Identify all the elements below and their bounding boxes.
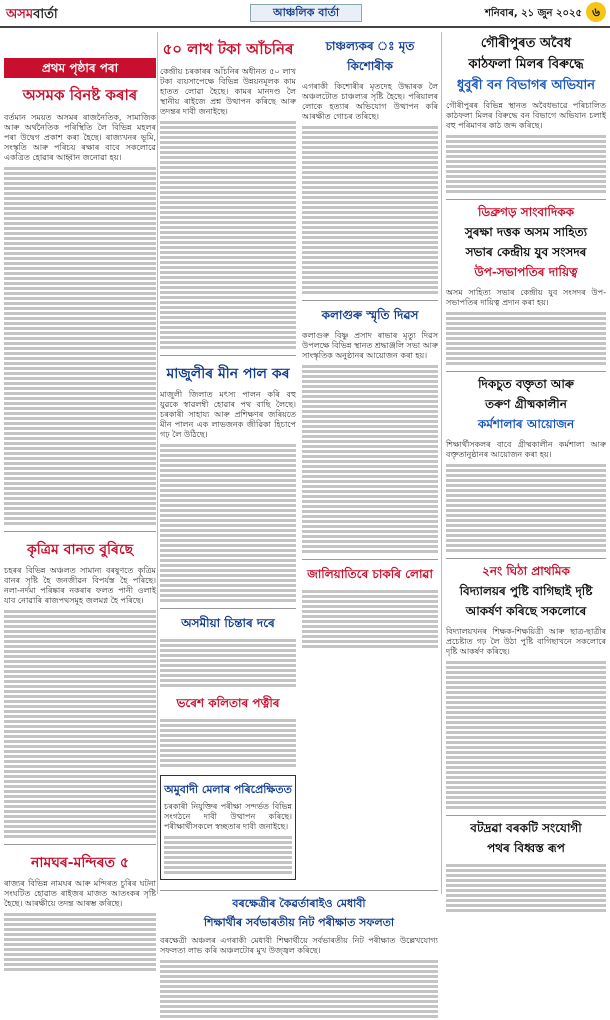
column-divider [157,32,158,894]
divider [160,608,296,609]
headline: শিক্ষাৰ্থীৰ সৰ্বভাৰতীয় নিট পৰীক্ষাত সফলতা [203,916,395,929]
headline: কলাগুৰু স্মৃতি দিৱস [321,308,419,322]
headline: বৰক্ষেত্ৰীৰ কৈৱৰ্তাৰাইও মেধাবী [232,897,366,910]
headline: মাজুলীৰ মীন পাল কৰ [166,366,290,382]
headline: আকৰ্ষণ কৰিছে সকলোৰে [465,604,587,618]
column-middle [160,32,438,955]
logo-part-b: বাৰ্তা [33,7,58,22]
divider [446,199,606,200]
headline: বটদ্ৰৱা বৰকটি সংযোগী [470,821,582,835]
divider [4,844,156,845]
article-text-block [446,864,606,914]
headline: তৰুণ গ্ৰীষ্মকালীন [485,397,567,411]
divider [446,815,606,816]
article-body: মাজুলী জিলাত মৎস্য পালন কৰি বহু যুৱকে স্বাৱলম্বী হোৱাৰ পথ বাছি লৈছে। চৰকাৰী সাহায্য আৰু প্ৰশিক্ষণৰ জৰিয়তে মীন পালন এক লাভজনক জীৱিকা হিচাপে গঢ় লৈ উঠিছে। [160,390,296,439]
article-body: বিদ্যালয়খনৰ শিক্ষক-শিক্ষয়িত্ৰী আৰু ছাত্ৰ-ছাত্ৰীৰ প্ৰচেষ্টাত গঢ় লৈ উঠা পুষ্টি বাগিছাখনে সকলোৰে দৃষ্টি আকৰ্ষণ কৰিছে। [446,627,606,656]
headline: সুৰক্ষা দত্তক অসম সাহিত্য [464,225,588,239]
article-body: কেন্দ্ৰীয় চৰকাৰৰ আঁচনিৰ অধীনত ৫০ লাখ টকা ব্যয়সাপেক্ষে বিভিন্ন উন্নয়নমূলক কাম হাতত লোৱা হৈছে। কামৰ মানদণ্ড লৈ স্থানীয় ৰাইজে প্ৰশ্ন উত্থাপন কৰিছে আৰু তদন্তৰ দাবী জনাইছে। [160,67,296,116]
headline: জালিয়াতিৰে চাকৰি লোৱা [307,567,433,581]
headline: উপ-সভাপতিৰ দায়িত্ব [474,265,578,279]
headline: অমুবাদী মেলাৰ পৰিপ্ৰেক্ষিতত [164,783,292,796]
headline: ভৰেশ কলিতাৰ পত্নীৰ [176,696,280,710]
divider [302,559,438,560]
article-text-block [164,836,292,876]
boxed-article [160,775,296,880]
headline: বিদ্যালয়ৰ পুষ্টি বাগিছাই দৃষ্টি [459,584,593,598]
article-body: বৰ্তমান সময়ত অসমৰ ৰাজনৈতিক, সামাজিক আৰু অৰ্থনৈতিক পৰিস্থিতি লৈ বিভিন্ন মহলৰ পৰা উদ্বেগ প্ৰকাশ কৰা হৈছে। ৰাজ্যখনৰ ভূমি, সংস্কৃতি আৰু পৰিচয় ৰক্ষাৰ বাবে সকলোৱে একত্ৰিত হোৱাৰ আহ্বান জনোৱা হয়। [4,113,156,162]
headline: পথৰ বিধ্বস্ত ৰূপ [487,841,565,855]
headline: অসমক বিনষ্ট কৰাৰ [22,86,138,104]
article-text-block [446,464,606,554]
divider [446,558,606,559]
logo-part-a: অসম [6,7,34,22]
article-body: এগৰাকী কিশোৰীৰ মৃতদেহ উদ্ধাৰক লৈ অঞ্চলটোত চাঞ্চল্যৰ সৃষ্টি হৈছে। পৰিয়ালৰ লোকে হত্যাৰ অভিযোগ উত্থাপন কৰি আৰক্ষীত গোচৰ তৰিছে। [302,82,438,121]
headline: নামঘৰ-মন্দিৰত ৫ [31,855,129,871]
article-body: বৰক্ষেত্ৰী অঞ্চলৰ এগৰাকী মেধাবী শিক্ষাৰ্থীয়ে সৰ্বভাৰতীয় নিট পৰীক্ষাত উল্লেখযোগ্য সফলতা লাভ কৰি অঞ্চলটোৰ মুখ উজ্জ্বল কৰিছে। [160,936,438,955]
article-text-block [4,167,156,527]
article-text-block [302,590,438,650]
article-row [160,32,438,886]
headline: কৃত্ৰিম বানত বুৰিছে [26,542,134,558]
article-text-block [4,913,156,973]
headline: চাঞ্চল্যকৰ ঃ মৃত কিশোৰীক [325,39,415,73]
newspaper-logo [6,5,58,26]
headline: কাঠফলা মিলৰ বিৰুদ্ধে [468,57,584,72]
article-text-block [160,719,296,769]
dateline: শনিবাৰ, ২১ জুন ২০২৫ [485,8,582,19]
headline: ডিব্ৰুগড় সাংবাদিকক [477,205,575,219]
article-text-block [160,960,438,1020]
headline: কৰ্মশালাৰ আয়োজন [477,417,575,431]
divider [446,371,606,372]
article-body: গৌৰীপুৰৰ বিভিন্ন স্থানত অবৈধভাৱে পৰিচালিত কাঠফলা মিলৰ বিৰুদ্ধে বন বিভাগে অভিযান চলাই বহু পৰিমাণৰ কাঠ জব্দ কৰিছে। [446,101,606,130]
article-body: চহৰৰ বিভিন্ন অঞ্চলত সামান্য বৰষুণতে কৃত্ৰিম বানৰ সৃষ্টি হৈ জনজীৱন বিপৰ্যস্ত হৈ পৰিছে। নলা-নৰ্দমা পৰিষ্কাৰ নকৰাৰ ফলত পানী ওলাই যাব নোৱাৰি ৰাজপথসমূহ জলমগ্ন হৈ পৰিছে। [4,566,156,605]
headline: দিকচুত বক্তৃতা আৰু [478,377,574,391]
article-text-block [446,135,606,195]
article-body: চৰকাৰী নিযুক্তিৰ পৰীক্ষা সন্দৰ্ভত বিভিন্ন সংগঠনে দাবী উত্থাপন কৰিছে। পৰীক্ষাৰ্থীসকলে স্বচ্ছতাৰ দাবী জনাইছে। [164,802,292,831]
article-text-block [160,444,296,604]
divider [302,300,438,301]
article-body: অসম সাহিত্য সভাৰ কেন্দ্ৰীয় যুব সংসদৰ উপ-সভাপতিৰ দায়িত্ব প্ৰদান কৰা হয়। [446,288,606,307]
headline: অসমীয়া চিন্তাৰ দৰে [181,616,275,630]
article-text-block [446,312,606,367]
divider [160,890,438,891]
section-name: আঞ্চলিক বাৰ্তা [250,4,362,22]
headline: ২নং ঘিঠা প্ৰাথমিক [482,564,570,578]
article-text-block [4,610,156,840]
column-divider [441,32,442,894]
divider [4,531,156,532]
headline: ধুবুৰী বন বিভাগৰ অভিযান [456,78,596,93]
article-body: কলাগুৰু বিষ্ণু প্ৰসাদ ৰাভাৰ মৃত্যু দিৱস উপলক্ষে বিভিন্ন স্থানত শ্ৰদ্ধাঞ্জলি সভা আৰু সাংস্কৃতিক অনুষ্ঠানৰ আয়োজন কৰা হয়। [302,331,438,360]
article-text-block [160,121,296,351]
divider [160,355,296,356]
article-body: শিক্ষাৰ্থীসকলৰ বাবে গ্ৰীষ্মকালীন কৰ্মশালা আৰু বক্তৃতানুষ্ঠানৰ আয়োজন কৰা হয়। [446,440,606,459]
article-text-block [446,661,606,811]
page-number: ৬ [586,2,606,22]
article-text-block [302,365,438,555]
column-left [4,32,156,908]
masthead [0,0,610,28]
headline: গৌৰীপুৰত অবৈধ [480,36,572,51]
continuation-ribbon: প্ৰথম পৃষ্ঠাৰ পৰা [4,58,156,78]
article-text-block [160,639,296,689]
headline: ৫০ লাখ টকা আঁচনিৰ [162,40,294,58]
headline: সভাৰ কেন্দ্ৰীয় যুব সংসদৰ [465,245,587,259]
column-right [446,32,606,894]
article-body: ৰাজ্যৰ বিভিন্ন নামঘৰ আৰু মন্দিৰত চুৰিৰ ঘটনা সংঘটিত হোৱাত ৰাইজৰ মাজত আতংকৰ সৃষ্টি হৈছে। আৰক্ষীয়ে তদন্ত আৰম্ভ কৰিছে। [4,879,156,908]
article-text-block [302,126,438,296]
